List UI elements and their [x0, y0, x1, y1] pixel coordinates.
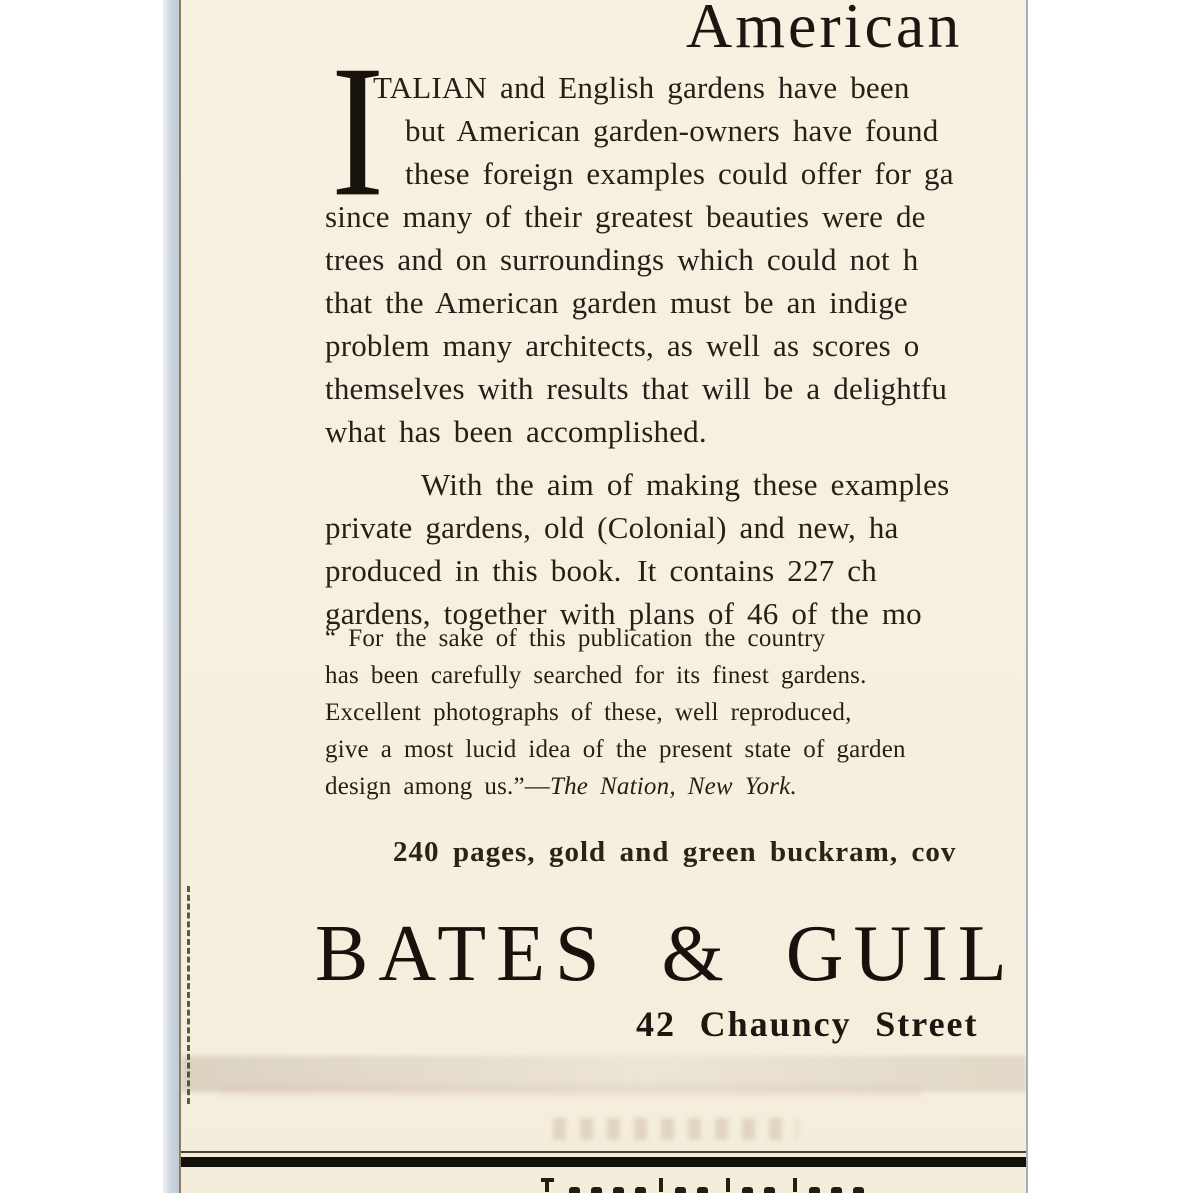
drop-cap: I: [331, 25, 385, 236]
paper-page: [179, 0, 1028, 1193]
book-binding-note: 240 pages, gold and green buckram, cov: [393, 836, 957, 868]
intro-paragraph-line: but American garden-owners have found: [405, 113, 939, 148]
intro-paragraph-line: what has been accomplished.: [325, 414, 707, 449]
quote-closing-text: design among us.”—: [325, 773, 550, 800]
second-paragraph-line: produced in this book. It contains 227 ch: [325, 553, 877, 588]
second-paragraph-line: private gardens, old (Colonial) and new, ha: [325, 510, 899, 545]
ink-smudge: [221, 1084, 921, 1096]
horizontal-rule-thick: [181, 1157, 1026, 1167]
review-quote-line: give a most lucid idea of the present state of garden: [325, 736, 906, 763]
page-edge-strip: [163, 0, 179, 1193]
intro-paragraph-line: TALIAN and English gardens have been: [373, 70, 910, 105]
review-quote-line: “ For the sake of this publication the country: [325, 625, 826, 652]
quote-attribution: The Nation, New York.: [550, 773, 797, 800]
intro-paragraph-line: these foreign examples could offer for ga: [405, 156, 954, 191]
intro-paragraph-line: since many of their greatest beauties were de: [325, 199, 926, 234]
review-quote-line: Excellent photographs of these, well reproduced,: [325, 699, 852, 726]
clipped-text-tops: [541, 1178, 881, 1193]
intro-paragraph-line: themselves with results that will be a delightfu: [325, 371, 948, 406]
binder-dashed-line: [187, 886, 190, 1104]
review-quote-line: has been carefully searched for its finest gardens.: [325, 662, 867, 689]
intro-paragraph-line: that the American garden must be an indige: [325, 285, 908, 320]
intro-paragraph-line: trees and on surroundings which could not h: [325, 242, 919, 277]
ghost-text-smear: [553, 1118, 798, 1140]
publisher-address: 42 Chauncy Street: [636, 1004, 979, 1044]
review-quote-line: [325, 768, 797, 805]
intro-paragraph-line: problem many architects, as well as scores o: [325, 328, 920, 363]
publisher-name: BATES & GUIL: [315, 910, 1017, 998]
horizontal-rule-thin: [181, 1151, 1026, 1153]
second-paragraph-line: gardens, together with plans of 46 of the mo: [325, 596, 922, 631]
second-paragraph-line: With the aim of making these examples: [421, 467, 950, 502]
page-title-fragment: American: [686, 0, 963, 61]
